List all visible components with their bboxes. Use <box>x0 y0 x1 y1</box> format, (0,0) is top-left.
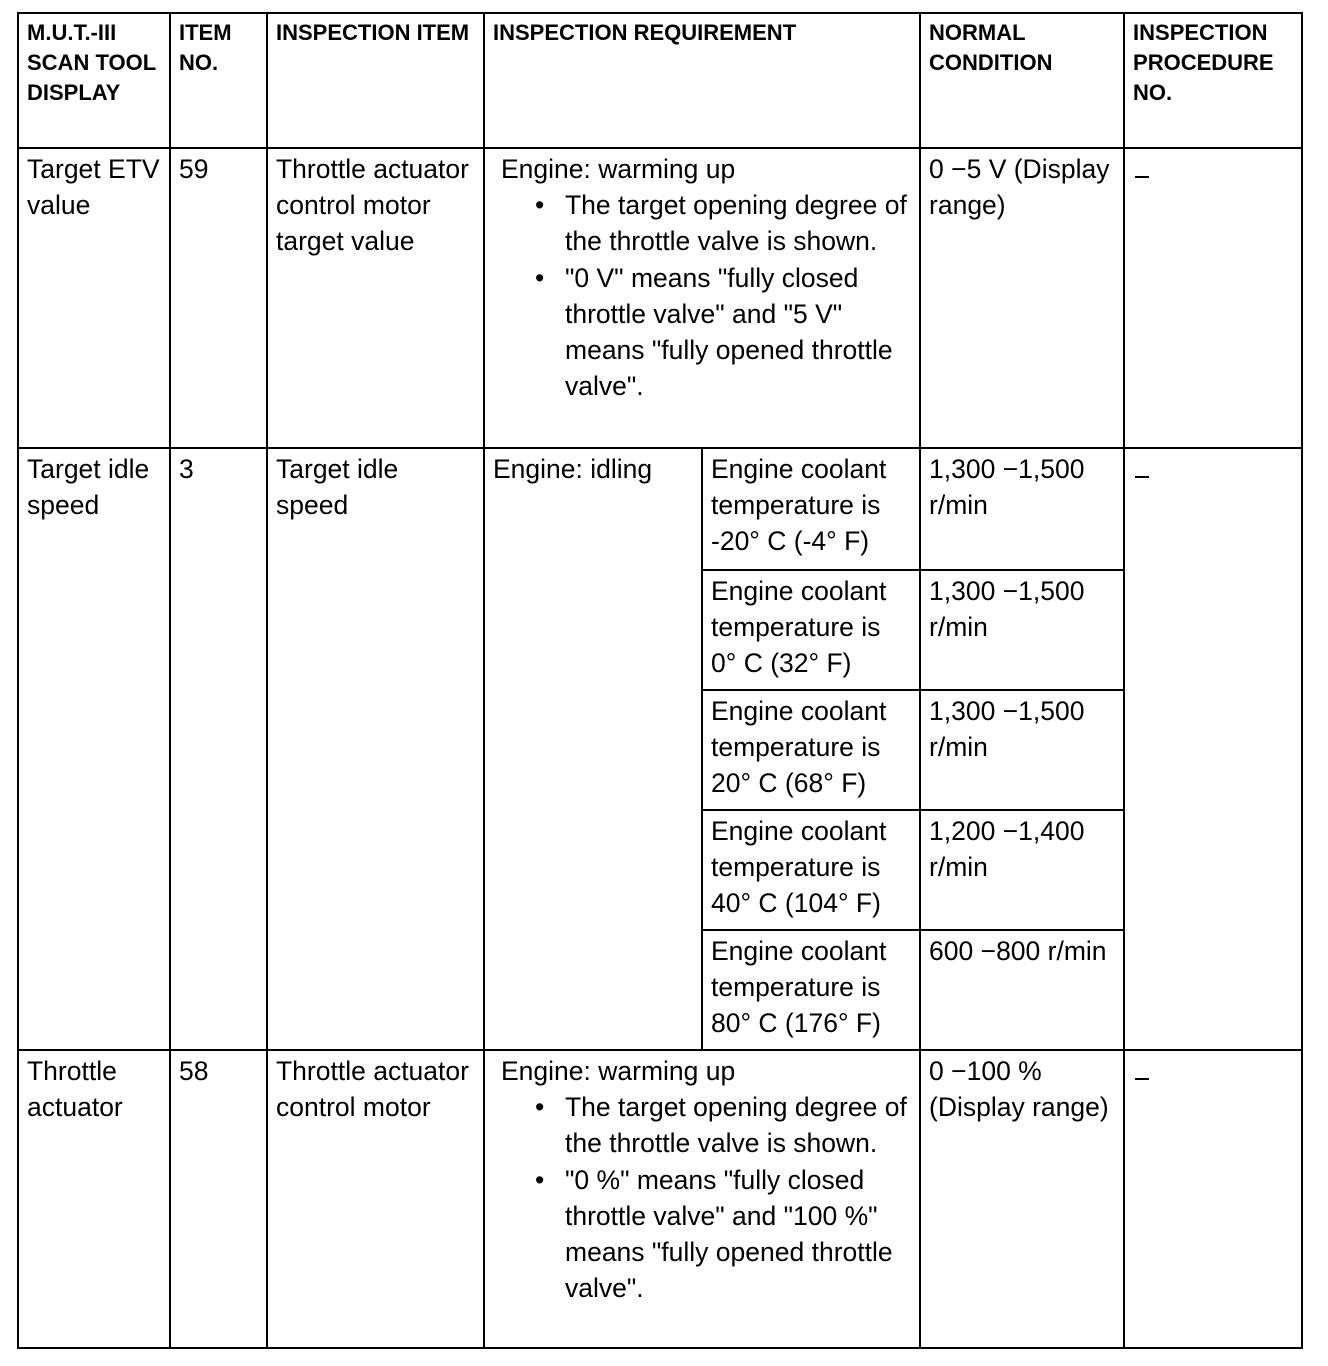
list-item: • The target opening degree of the throttle valve is shown. <box>565 187 909 259</box>
normal-condition-cell: 1,200 −1,400 r/min <box>920 810 1124 930</box>
list-item: • The target opening degree of the throttle valve is shown. <box>565 1089 909 1161</box>
item-no-cell: 59 <box>170 148 267 448</box>
list-item: • "0 %" means "fully closed throttle valve" and "100 %" means "fully opened throttle valve". <box>565 1162 909 1307</box>
requirement-title: Engine: warming up <box>501 1056 736 1086</box>
normal-condition-cell: 1,300 −1,500 r/min <box>920 448 1124 570</box>
requirement-title: Engine: idling <box>484 448 702 1050</box>
requirement-cell <box>484 148 920 448</box>
normal-condition-cell: 1,300 −1,500 r/min <box>920 570 1124 690</box>
requirement-title: Engine: warming up <box>501 154 736 184</box>
normal-condition-cell: 1,300 −1,500 r/min <box>920 690 1124 810</box>
header-procedure: INSPECTION PROCEDURE NO. <box>1124 13 1302 148</box>
display-cell: Throttle actuator <box>18 1050 170 1348</box>
item-no-cell: 3 <box>170 448 267 1050</box>
header-item-no: ITEM NO. <box>170 13 267 148</box>
header-requirement: INSPECTION REQUIREMENT <box>484 13 920 148</box>
normal-condition-cell: 0 −5 V (Display range) <box>920 148 1124 448</box>
header-display: M.U.T.-III SCAN TOOL DISPLAY <box>18 13 170 148</box>
procedure-cell <box>1124 1050 1302 1348</box>
inspection-item-cell: Throttle actuator control motor <box>267 1050 484 1348</box>
sub-condition-cell: Engine coolant temperature is 80° C (176° F) <box>702 930 920 1050</box>
inspection-item-cell: Target idle speed <box>267 448 484 1050</box>
inspection-table <box>17 12 1303 1349</box>
inspection-item-cell: Throttle actuator control motor target value <box>267 148 484 448</box>
table-row <box>18 148 1302 448</box>
header-row <box>18 13 1302 148</box>
normal-condition-cell: 0 −100 % (Display range) <box>920 1050 1124 1348</box>
header-inspection-item: INSPECTION ITEM <box>267 13 484 148</box>
procedure-cell <box>1124 148 1302 448</box>
header-normal-condition: NORMAL CONDITION <box>920 13 1124 148</box>
table-row <box>18 448 1302 570</box>
table-row <box>18 1050 1302 1348</box>
procedure-dash <box>1135 176 1149 178</box>
requirement-cell <box>484 1050 920 1348</box>
item-no-cell: 58 <box>170 1050 267 1348</box>
list-item: • "0 V" means "fully closed throttle valve" and "5 V" means "fully opened throttle valve". <box>565 260 909 405</box>
requirement-bullets <box>501 1089 909 1306</box>
sub-condition-cell: Engine coolant temperature is -20° C (-4° F) <box>702 448 920 570</box>
display-cell: Target ETV value <box>18 148 170 448</box>
procedure-dash <box>1135 476 1149 478</box>
display-cell: Target idle speed <box>18 448 170 1050</box>
normal-condition-cell: 600 −800 r/min <box>920 930 1124 1050</box>
procedure-dash <box>1135 1078 1149 1080</box>
sub-condition-cell: Engine coolant temperature is 0° C (32° F) <box>702 570 920 690</box>
sub-condition-cell: Engine coolant temperature is 40° C (104° F) <box>702 810 920 930</box>
sub-condition-cell: Engine coolant temperature is 20° C (68° F) <box>702 690 920 810</box>
requirement-bullets <box>501 187 909 404</box>
procedure-cell <box>1124 448 1302 1050</box>
